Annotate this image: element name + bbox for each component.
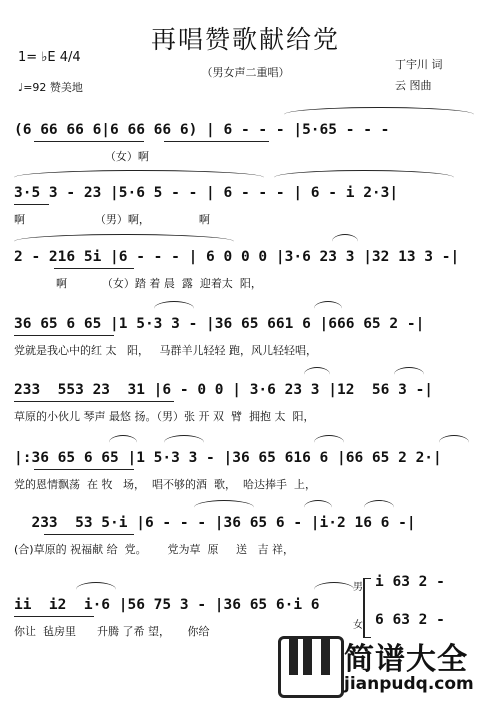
beam-line	[14, 616, 94, 617]
tie-mark	[274, 170, 454, 185]
lyric-line: 啊 （男）啊， 啊	[14, 213, 210, 226]
notation-line: ii i2 i·6 |56 75 3 - |36 65 6·i 6	[14, 597, 320, 613]
lyric-line: 草原的小伙儿 琴声 最悠 扬。（男）张 开 双 臂 拥抱 太 阳，	[14, 410, 315, 423]
lyric-line: 你让 毡房里 升腾 了希 望， 你给	[14, 625, 210, 638]
slur-mark	[394, 367, 424, 382]
beam-line	[14, 401, 174, 402]
notation-line: 233 553 23 31 |6 - 0 0 | 3·6 23 3 |12 56 3 -|	[14, 382, 434, 398]
piano-keys-icon	[278, 636, 344, 698]
slur-mark	[154, 301, 194, 316]
composer-credit: 云 图曲	[395, 79, 432, 92]
slur-mark	[304, 367, 330, 382]
male-part-notes: i 63 2 -	[375, 574, 445, 590]
beam-line	[164, 141, 269, 142]
brace-mark	[363, 578, 371, 638]
notation-line: 233 53 5·i |6 - - - |36 65 6 - |i·2 16 6 -|	[14, 515, 416, 531]
lyricist-credit: 丁宇川 词	[395, 58, 443, 71]
female-part-label: 女	[353, 620, 363, 631]
slur-mark	[304, 500, 332, 515]
beam-line	[34, 141, 144, 142]
song-subtitle: （男女声二重唱）	[201, 66, 290, 79]
tie-mark	[14, 170, 264, 185]
beam-line	[14, 335, 114, 336]
slur-mark	[314, 582, 354, 597]
lyric-line: （女）啊	[14, 150, 149, 163]
lyric-line: 啊 （女）踏 着 晨 露 迎着太 阳，	[14, 277, 262, 290]
slur-mark	[332, 234, 358, 249]
beam-line	[54, 268, 134, 269]
beam-line	[44, 534, 134, 535]
logo-name: 简谱大全	[344, 642, 468, 677]
tie-mark	[194, 500, 254, 515]
slur-mark	[314, 435, 344, 450]
lyric-line: (合)草原的 祝福献 给 党。 党为草 原 送 吉 祥，	[14, 543, 295, 556]
key-signature: 1= ♭E 4/4	[18, 50, 81, 65]
tie-mark	[14, 234, 234, 249]
notation-line: 3·5 3 - 23 |5·6 5 - - | 6 - - - | 6 - i 2·3|	[14, 185, 399, 201]
male-part-label: 男	[353, 582, 363, 593]
slur-mark	[439, 435, 469, 450]
notation-line: |:36 65 6 65 |1 5·3 3 - |36 65 616 6 |66 65 2 2·|	[14, 450, 442, 466]
slur-mark	[76, 582, 116, 597]
lyric-line: 党的恩情飘荡 在 牧 场， 唱不够的酒 歌， 哈达捧手 上，	[14, 478, 316, 491]
female-part-notes: 6 63 2 -	[375, 612, 445, 628]
beam-line	[14, 204, 49, 205]
lyric-line: 党就是我心中的红 太 阳， 马群羊儿轻轻 跑，风儿轻轻唱，	[14, 344, 317, 357]
tempo-marking: ♩=92 赞美地	[18, 81, 83, 94]
notation-line: 2 - 216 5i |6 - - - | 6 0 0 0 |3·6 23 3 |32 13 3 -|	[14, 249, 460, 265]
site-logo	[278, 634, 488, 698]
notation-line: 36 65 6 65 |1 5·3 3 - |36 65 661 6 |666 65 2 -|	[14, 316, 425, 332]
notation-line: (6 66 66 6|6 66 66 6) | 6 - - - |5·65 - - -	[14, 122, 390, 138]
tie-mark	[284, 107, 474, 122]
beam-line	[34, 469, 134, 470]
slur-mark	[314, 301, 342, 316]
slur-mark	[364, 500, 394, 515]
slur-mark	[164, 435, 204, 450]
slur-mark	[109, 435, 137, 450]
logo-url: jianpudq.com	[344, 674, 474, 694]
song-title: 再唱赞歌献给党	[150, 25, 340, 54]
